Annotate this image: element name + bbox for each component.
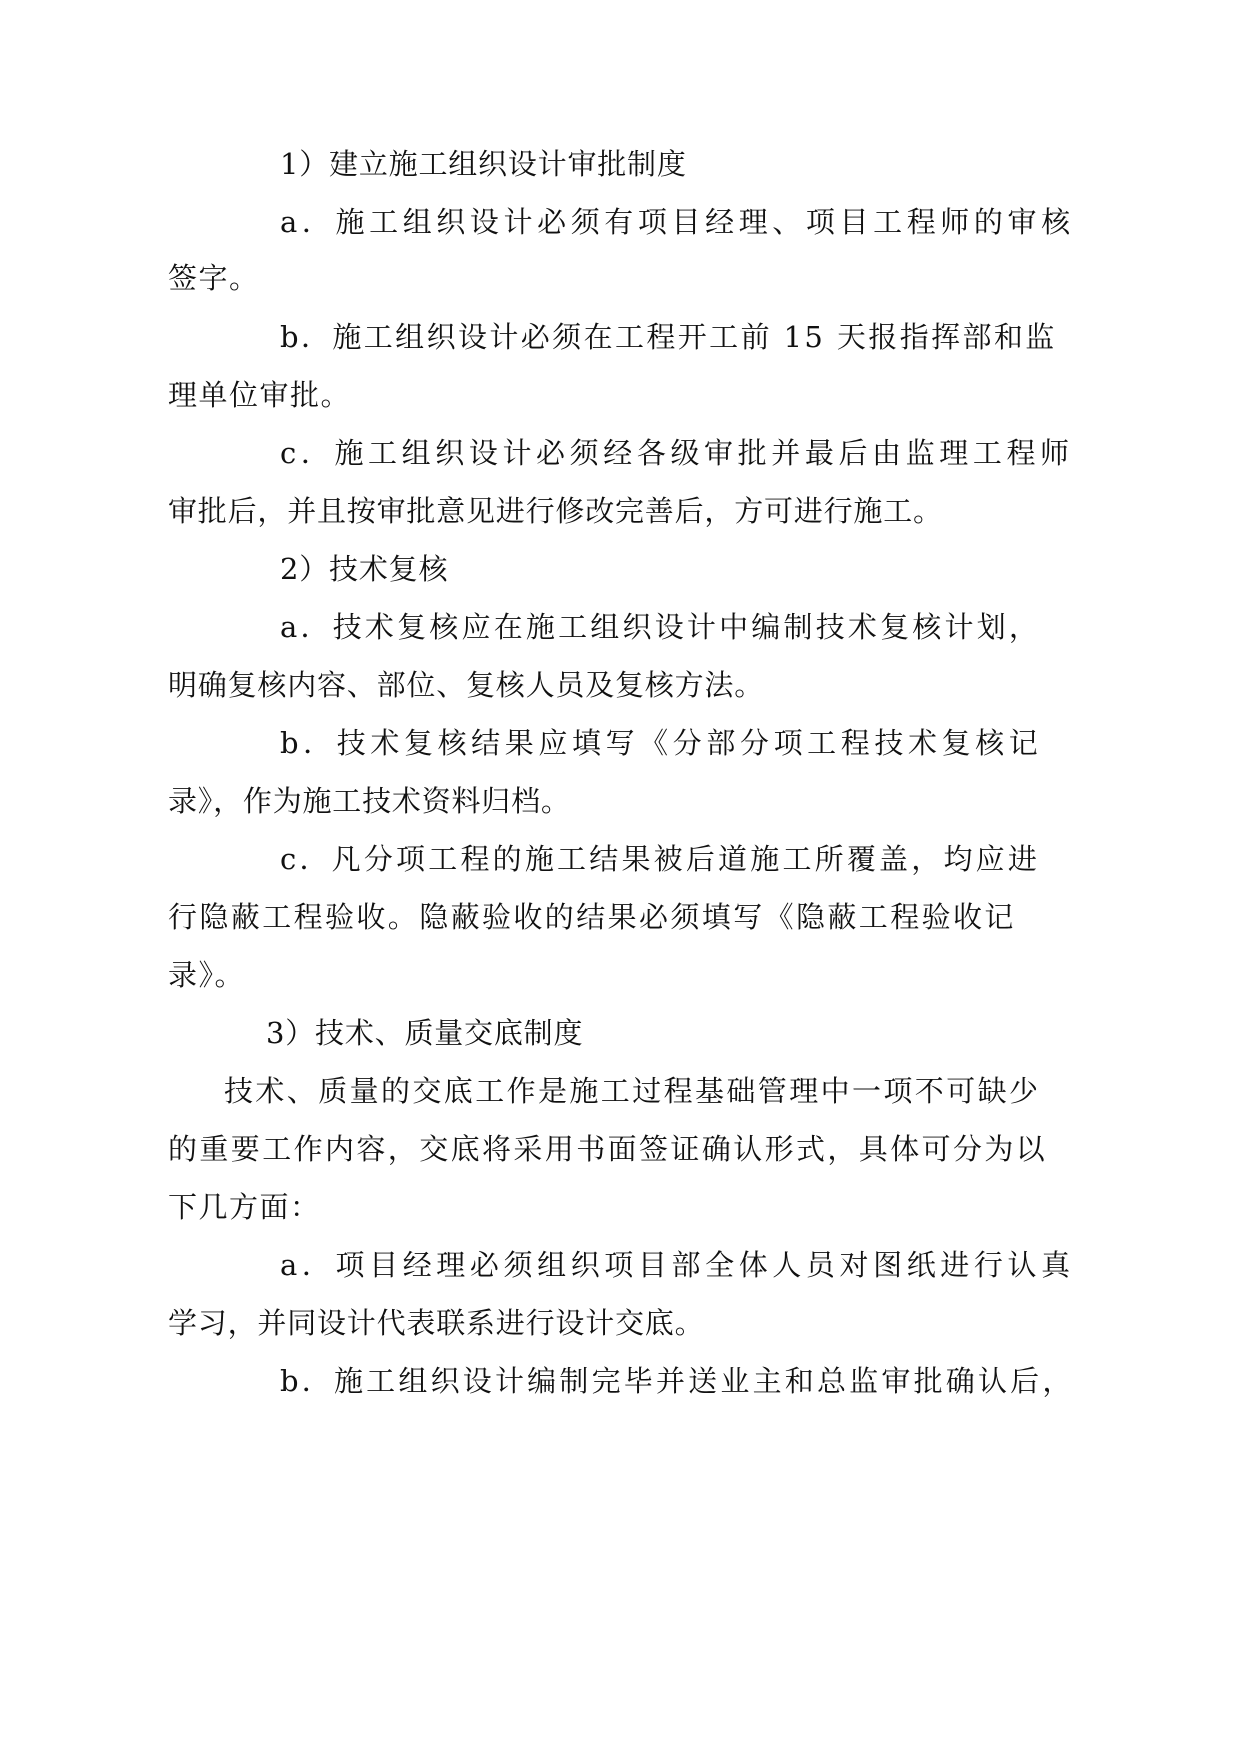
item-2c-line-2: 行隐蔽工程验收。隐蔽验收的结果必须填写《隐蔽工程验收记	[168, 900, 1016, 934]
item-2c-line-1: c．凡分项工程的施工结果被后道施工所覆盖，均应进	[280, 842, 1041, 876]
item-1b-line-2: 理单位审批。	[168, 378, 352, 412]
item-1c-line-2: 审批后，并且按审批意见进行修改完善后，方可进行施工。	[168, 494, 943, 528]
item-2b-line-2: 录》，作为施工技术资料归档。	[168, 784, 571, 818]
item-2c-line-3: 录》。	[168, 958, 246, 992]
item-1c-line-1: c．施工组织设计必须经各级审批并最后由监理工程师	[280, 436, 1074, 470]
item-1a-line-1: a．施工组织设计必须有项目经理、项目工程师的审核	[280, 205, 1075, 239]
item-3b-line-1: b．施工组织设计编制完毕并送业主和总监审批确认后，	[280, 1364, 1075, 1398]
item-1a-line-2: 签字。	[168, 261, 260, 295]
item-3a-line-1: a．项目经理必须组织项目部全体人员对图纸进行认真	[280, 1248, 1075, 1282]
heading-3-briefing-system: 3）技术、质量交底制度	[266, 1016, 584, 1050]
heading-1-approval-system: 1）建立施工组织设计审批制度	[280, 147, 687, 181]
item-1b-line-1: b．施工组织设计必须在工程开工前 15 天报指挥部和监	[280, 320, 1057, 354]
heading-2-technical-review: 2）技术复核	[280, 552, 449, 586]
item-3a-line-2: 学习，并同设计代表联系进行设计交底。	[168, 1306, 705, 1340]
item-2b-line-1: b．技术复核结果应填写《分部分项工程技术复核记	[280, 726, 1043, 760]
paragraph-3-line-2: 的重要工作内容，交底将采用书面签证确认形式，具体可分为以	[168, 1132, 1048, 1166]
item-2a-line-2: 明确复核内容、部位、复核人员及复核方法。	[168, 668, 765, 702]
paragraph-3-line-1: 技术、质量的交底工作是施工过程基础管理中一项不可缺少	[224, 1074, 1041, 1108]
item-2a-line-1: a．技术复核应在施工组织设计中编制技术复核计划，	[280, 610, 1042, 644]
paragraph-3-line-3: 下几方面：	[168, 1190, 321, 1224]
